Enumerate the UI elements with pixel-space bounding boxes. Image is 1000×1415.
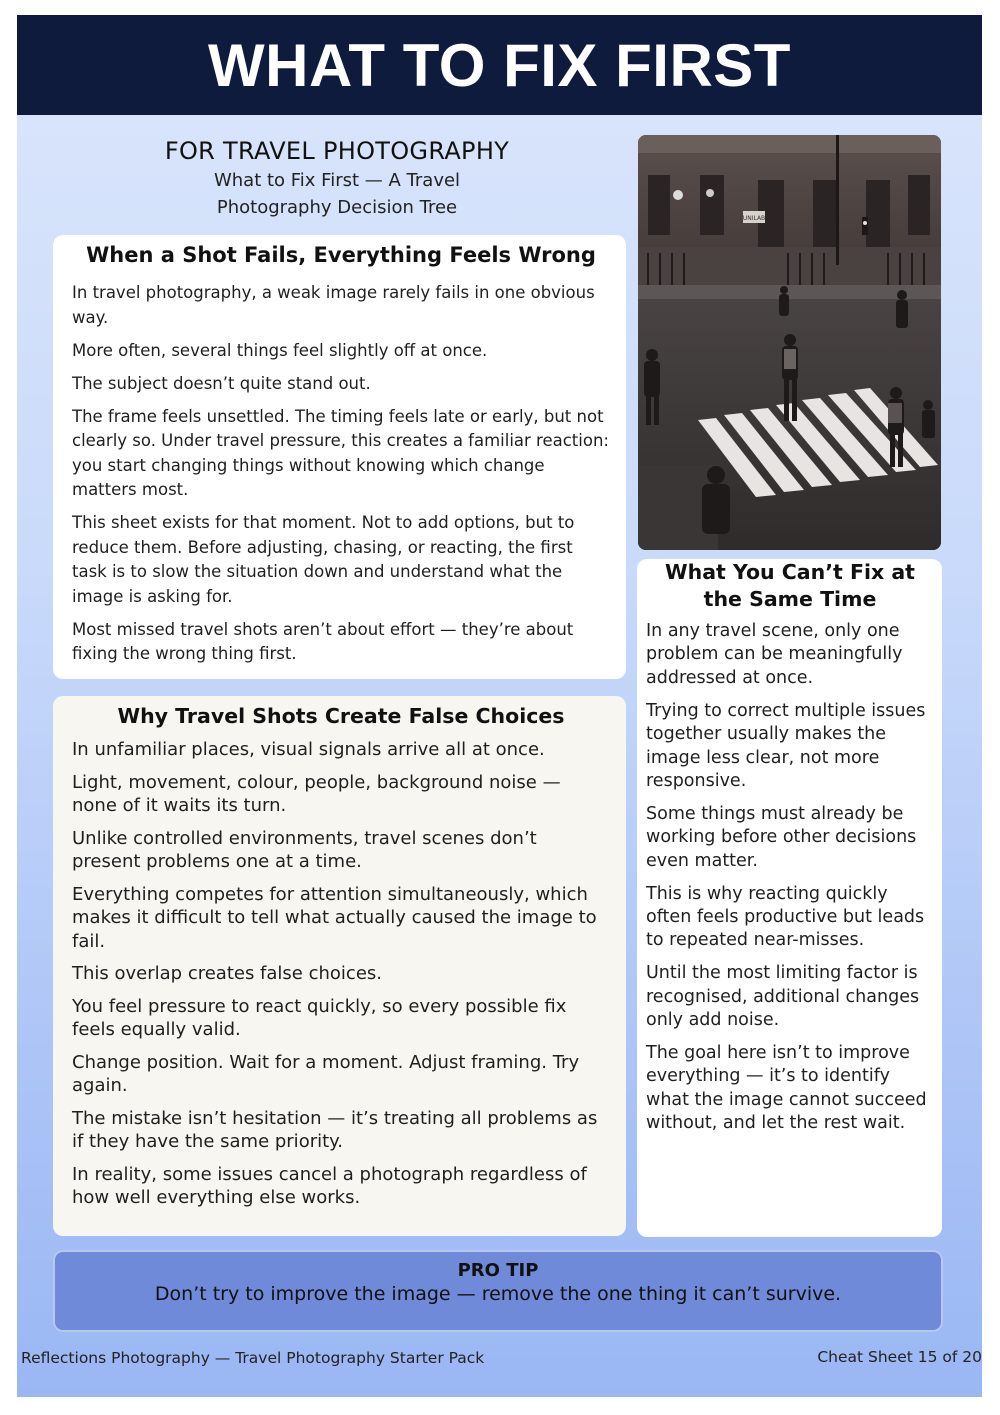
- subheading: [57, 137, 617, 221]
- paragraph: In unfamiliar places, visual signals arrive all at once.: [72, 739, 545, 760]
- paragraph: Everything competes for attention simultaneously, which makes it difficult to tell what actually caused the image to fail.: [72, 883, 597, 952]
- paragraph: In reality, some issues cancel a photograph regardless of how well everything else works.: [72, 1163, 587, 1208]
- page: [17, 15, 982, 1397]
- pro-tip-box: [53, 1250, 943, 1332]
- section-false-choices: [53, 696, 626, 1236]
- paragraph: The mistake isn’t hesitation — it’s treating all problems as if they have the same priority.: [72, 1107, 598, 1152]
- paragraph: Light, movement, colour, people, background noise — none of it waits its turn.: [72, 771, 561, 816]
- paragraph: In any travel scene, only one problem can be meaningfully addressed at once.: [646, 621, 903, 688]
- paragraph: Until the most limiting factor is recognised, additional changes only add noise.: [646, 963, 920, 1031]
- paragraph: This overlap creates false choices.: [72, 963, 382, 984]
- section-title: When a Shot Fails, Everything Feels Wrong: [86, 243, 596, 267]
- subheading-description: What to Fix First — A Travel Photography Decision Tree: [213, 170, 461, 218]
- footer-brand: Reflections Photography — Travel Photography Starter Pack: [21, 1349, 485, 1367]
- paragraph: This sheet exists for that moment. Not to add options, but to reduce them. Before adjusting, chasing, or reacting, the first task is to slow the situation down and understand what the image is asking for.: [72, 513, 575, 606]
- paragraph: The goal here isn’t to improve everything — it’s to identify what the image cannot succeed without, and let the rest wait.: [646, 1043, 927, 1134]
- paragraph: The frame feels unsettled. The timing feels late or early, but not clearly so. Under travel pressure, this creates a familiar reaction: you start changing things without knowing which change matters most.: [72, 406, 609, 499]
- page-title: WHAT TO FIX FIRST: [208, 31, 791, 99]
- section-cant-fix: [637, 559, 942, 1237]
- sign-text: UNILAB: [742, 215, 766, 222]
- pro-tip-text: Don’t try to improve the image — remove the one thing it can’t survive.: [154, 1283, 842, 1305]
- header-banner: [17, 15, 982, 115]
- subheading-label: FOR TRAVEL PHOTOGRAPHY: [164, 137, 510, 165]
- section-title: Why Travel Shots Create False Choices: [117, 704, 565, 728]
- section-shot-fails: [53, 235, 626, 679]
- section-title: What You Can’t Fix at the Same Time: [665, 560, 915, 611]
- paragraph: The subject doesn’t quite stand out.: [72, 373, 371, 393]
- paragraph: Change position. Wait for a moment. Adjust framing. Try again.: [72, 1051, 580, 1096]
- photo-illustration: [638, 135, 941, 550]
- paragraph: Trying to correct multiple issues together usually makes the image less clear, not more responsive.: [646, 700, 926, 791]
- paragraph: Some things must already be working before other decisions even matter.: [646, 803, 917, 871]
- street-crossing-photo: [638, 135, 941, 550]
- paragraph: Unlike controlled environments, travel scenes don’t present problems one at a time.: [72, 827, 537, 872]
- pro-tip-label: PRO TIP: [457, 1260, 539, 1281]
- paragraph: Most missed travel shots aren’t about effort — they’re about fixing the wrong thing first.: [72, 619, 574, 663]
- paragraph: In travel photography, a weak image rarely fails in one obvious way.: [72, 283, 595, 327]
- paragraph: More often, several things feel slightly off at once.: [72, 340, 488, 360]
- footer-page-indicator: Cheat Sheet 15 of 20: [817, 1348, 982, 1366]
- paragraph: This is why reacting quickly often feels productive but leads to repeated near-misses.: [646, 883, 925, 951]
- paragraph: You feel pressure to react quickly, so every possible fix feels equally valid.: [72, 995, 567, 1040]
